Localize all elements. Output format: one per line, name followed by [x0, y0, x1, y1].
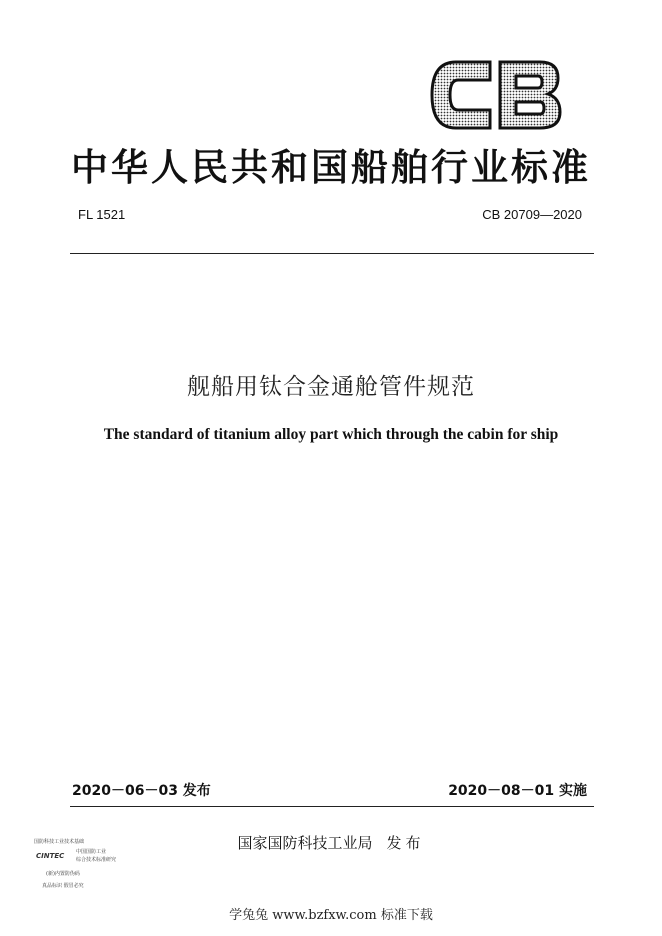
implementation-date: 2020－08－01 实施 [448, 783, 587, 799]
footer-divider [70, 806, 594, 807]
issuer-name: 国家国防科技工业局 [237, 834, 373, 852]
standard-code: CB 20709—2020 [482, 207, 582, 222]
issuer-verb: 发布 [386, 834, 425, 852]
issuer-line [0, 832, 662, 853]
stamp-line: 国防科技工业技术基础 [34, 839, 85, 845]
stamp-line: 中国国防工业 [76, 849, 107, 855]
issue-date: 2020－06－03 发布 [72, 783, 211, 799]
stamp-line: (新)内置防伪码 [46, 871, 80, 877]
ics-code: FL 1521 [78, 207, 126, 222]
chinese-title: 舰船用钛合金通舱管件规范 [187, 374, 475, 400]
footer-watermark: 学兔兔 www.bzfxw.com 标准下载 [229, 908, 433, 923]
cb-logo [428, 60, 564, 130]
stamp-line: 综合技术标准研究 [76, 857, 117, 863]
english-title: The standard of titanium alloy part which through the cabin for ship [103, 426, 559, 443]
standard-type-title: 中华人民共和国船舶行业标准 [71, 146, 591, 189]
header-divider [70, 253, 594, 254]
stamp-line: CINTEC [36, 852, 65, 860]
stamp-line: 真品标识 假冒必究 [42, 883, 84, 889]
